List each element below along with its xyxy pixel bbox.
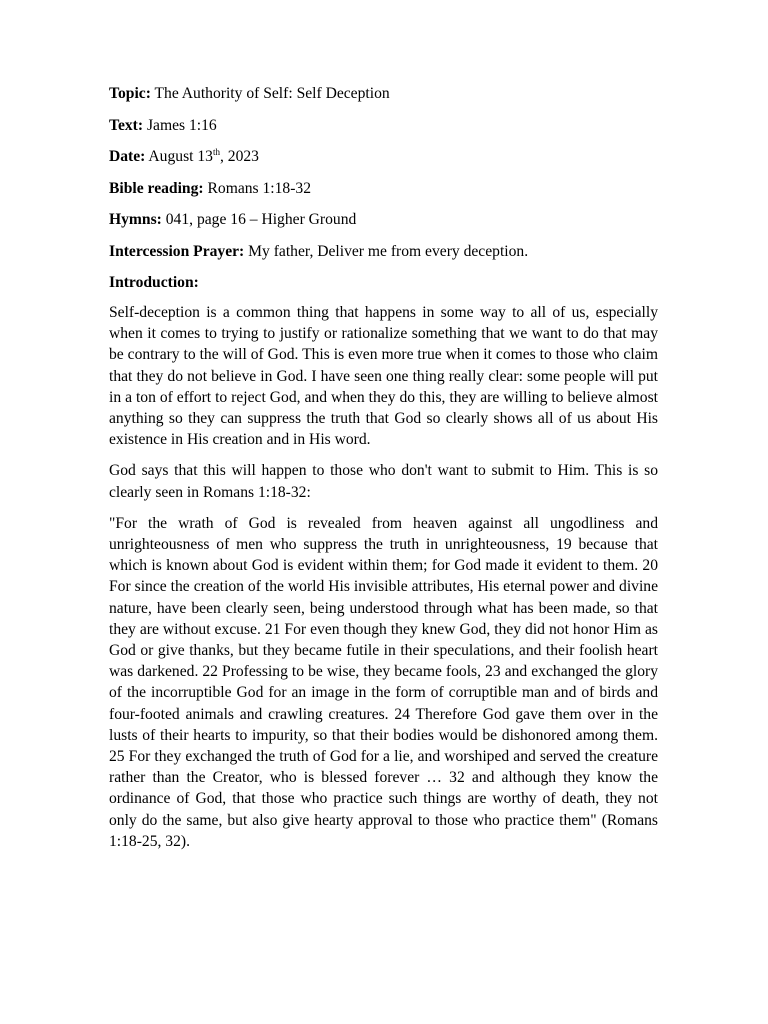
hymns-line <box>109 210 658 229</box>
date-line <box>109 147 658 166</box>
introduction-heading: Introduction: <box>109 274 199 291</box>
scripture-quote: "For the wrath of God is revealed from heaven against all ungodliness and unrighteousness of men who suppress the truth in unrighteousness, 19 because that which is known about God is evident within them; for God made it evident to them. 20 For since the creation of the world His invisible attributes, His eternal power and divine nature, have been clearly seen, being understood through what has been made, so that they are without excuse. 21 For even though they knew God, they did not honor Him as God or give thanks, but they became futile in their speculations, and their foolish heart was darkened. 22 Professing to be wise, they became fools, 23 and exchanged the glory of the incorruptible God for an image in the form of corruptible man and of birds and four-footed animals and crawling creatures. 24 Therefore God gave them over in the lusts of their hearts to impurity, so that their bodies would be dishonored among them. 25 For they exchanged the truth of God for a lie, and worshiped and served the creature rather than the Creator, who is blessed forever … 32 and although they know the ordinance of God, that those who practice such things are worthy of death, they not only do the same, but also give hearty approval to those who practice them" (Romans 1:18-25, 32). <box>109 514 658 850</box>
bible-reading-line <box>109 179 658 198</box>
topic-label: Topic: <box>109 85 151 102</box>
topic-line <box>109 84 658 103</box>
date-value-post: , 2023 <box>219 148 259 165</box>
text-label: Text: <box>109 116 144 134</box>
date-value-sup: th <box>212 147 220 157</box>
hymns-label: Hymns: <box>109 211 162 228</box>
intro-paragraph-1: Self-deception is a common thing that happens in some way to all of us, especially when it comes to trying to justify or rationalize something that we want to do that may be contrary to the will of God. This is even more true when it comes to those who claim that they do not believe in God. I have seen one thing really clear: some people will put in a ton of effort to reject God, and when they do this, they are willing to believe almost anything so they can suppress the truth that God so clearly shows all of us about His existence in His creation and in His word. <box>109 304 658 449</box>
intercession-label: Intercession Prayer: <box>109 242 245 260</box>
bible-reading-label: Bible reading: <box>109 179 204 197</box>
bible-reading-value: Romans 1:18-32 <box>203 179 312 197</box>
text-line <box>109 116 658 135</box>
document-page <box>109 84 658 862</box>
date-value-pre: August 13 <box>145 148 213 165</box>
text-value: James 1:16 <box>143 116 217 134</box>
topic-value: The Authority of Self: Self Deception <box>150 85 390 102</box>
intercession-line <box>109 242 658 261</box>
intro-paragraph-2: God says that this will happen to those who don't want to submit to Him. This is so clearly seen in Romans 1:18-32: <box>109 462 658 501</box>
intercession-value: My father, Deliver me from every deception. <box>244 242 529 260</box>
date-label: Date: <box>109 148 146 165</box>
hymns-value: 041, page 16 – Higher Ground <box>161 211 357 228</box>
